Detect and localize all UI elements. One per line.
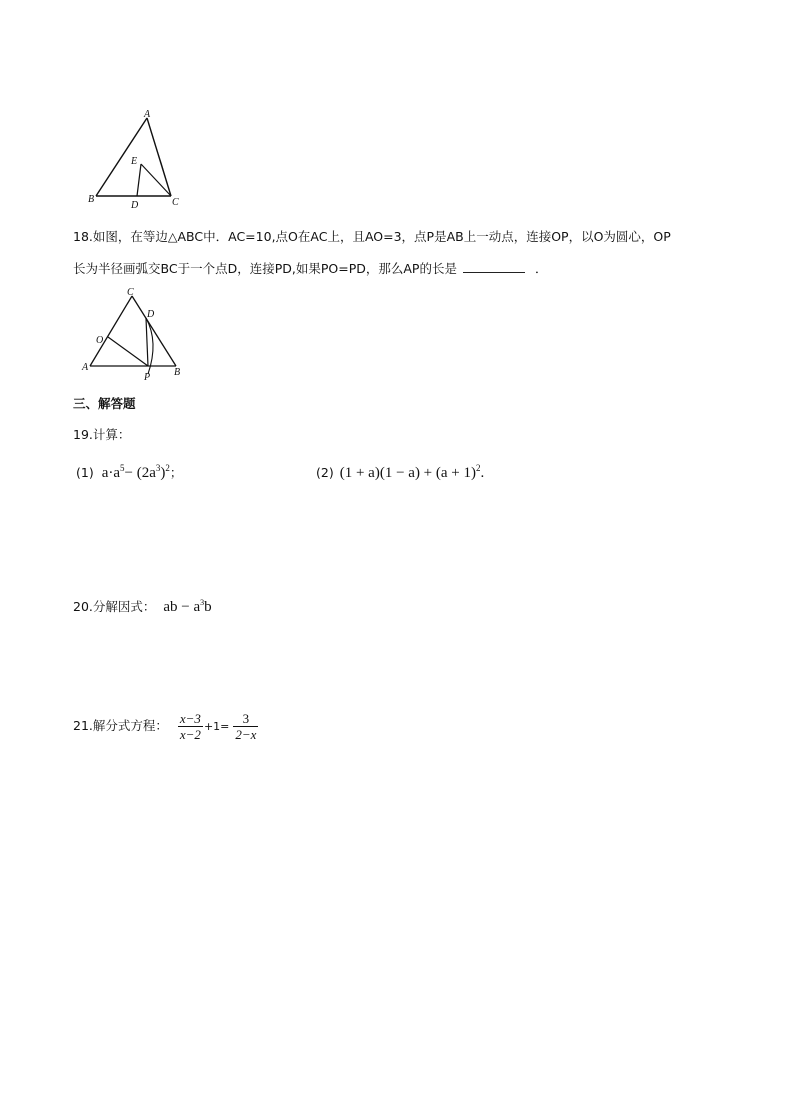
q19-part1-expr xyxy=(102,465,170,481)
segment-op xyxy=(108,337,148,366)
label-d: D xyxy=(131,200,139,208)
side-bc xyxy=(132,296,176,366)
figure-q18 xyxy=(80,288,190,384)
rhs-fraction xyxy=(233,712,258,741)
side-ab xyxy=(96,118,147,196)
rhs-denominator: 2−x xyxy=(235,727,257,742)
exp: 2 xyxy=(476,463,481,473)
q20-expr xyxy=(163,599,211,615)
lhs-fraction xyxy=(178,712,203,741)
q19-part2-expr xyxy=(340,465,481,481)
q21 xyxy=(73,712,258,741)
exp2: 3 xyxy=(155,463,161,473)
q19-part1-label: (1) xyxy=(76,465,94,480)
label-c: C xyxy=(172,197,179,208)
q21-title: 21.解分式方程： xyxy=(73,718,168,734)
exp: 3 xyxy=(200,598,205,607)
q19-part1-tail: ； xyxy=(169,465,183,480)
exp1: 5 xyxy=(120,463,125,473)
expr-c: ) xyxy=(160,465,166,481)
label-d: D xyxy=(147,309,155,320)
section-heading: 三、解答题 xyxy=(73,396,136,411)
label-b: B xyxy=(88,194,95,205)
expr: (1 + a)(1 − a) + (a + 1) xyxy=(339,465,477,481)
label-p: P xyxy=(144,372,151,383)
q18-end: ． xyxy=(534,261,548,276)
label-o: O xyxy=(96,335,104,346)
segment-ed xyxy=(137,164,141,196)
lhs-denominator: x−2 xyxy=(179,727,201,742)
q19-title: 19.计算： xyxy=(73,427,131,442)
answer-blank[interactable] xyxy=(463,262,525,273)
label-e: E xyxy=(131,156,138,167)
q18-line2-text: 长为半径画弧交BC于一个点D，连接PD,如果PO=PD，那么AP的长是 xyxy=(73,261,457,276)
q18-line1: 18.如图，在等边△ABC中．AC=10,点O在AC上，且AO=3，点P是AB上一动点，连接OP，以O为圆心，OP xyxy=(73,229,671,244)
rhs-numerator: 3 xyxy=(233,712,258,727)
figure-q17 xyxy=(84,108,194,208)
lhs-numerator: x−3 xyxy=(179,711,201,726)
label-b: B xyxy=(174,367,181,378)
expr-b: − (2a xyxy=(124,465,156,481)
exp3: 2 xyxy=(165,463,170,473)
q19-part2-label: (2) xyxy=(316,465,334,480)
segment-pd xyxy=(146,318,148,366)
q19-part2-tail: . xyxy=(480,465,485,481)
side-ac xyxy=(147,118,171,196)
q20-title: 20.分解因式： xyxy=(73,599,156,614)
q20 xyxy=(73,596,212,615)
expr-b: b xyxy=(204,599,212,615)
q19-part1 xyxy=(76,462,182,481)
label-c: C xyxy=(127,288,134,298)
q19-part2 xyxy=(316,462,484,481)
label-a: A xyxy=(82,362,89,373)
side-ac xyxy=(90,296,132,366)
expr-a: ab − a xyxy=(163,599,201,615)
q21-mid: +1= xyxy=(203,720,230,733)
expr-a: a·a xyxy=(101,465,121,481)
label-a: A xyxy=(144,109,151,120)
q18-line2 xyxy=(73,262,547,276)
